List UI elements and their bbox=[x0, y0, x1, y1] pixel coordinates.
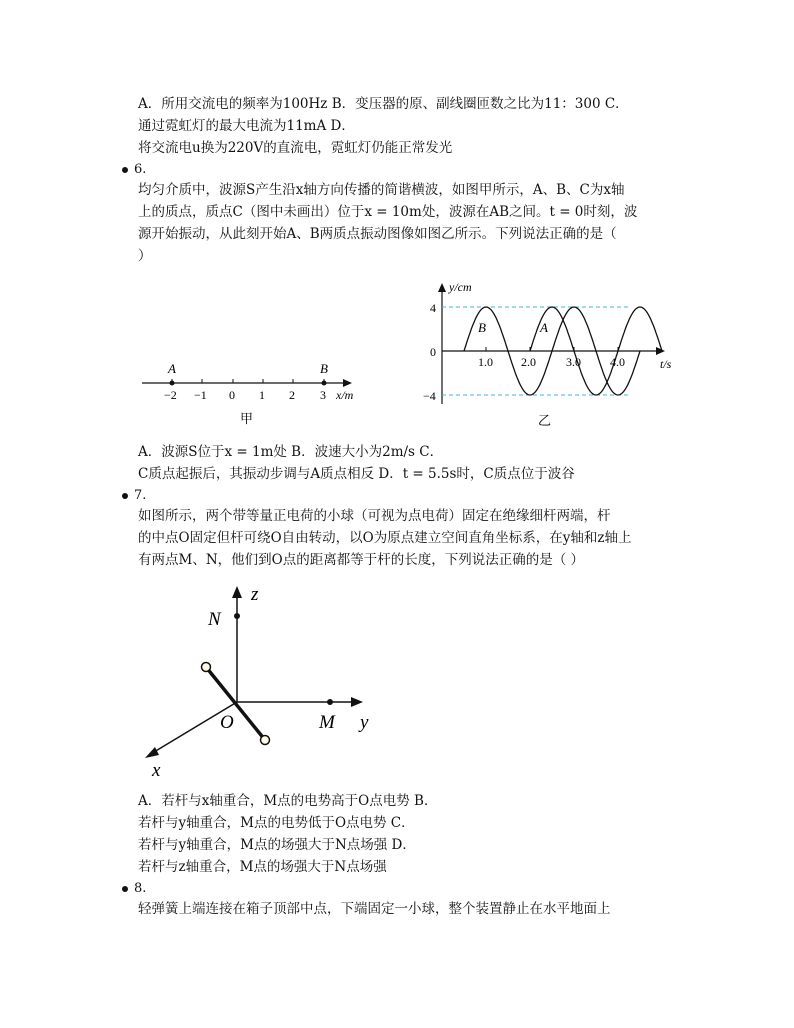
y-axis-label: y/cm bbox=[449, 280, 472, 294]
curve-a-label: A bbox=[540, 320, 548, 335]
point-m-label: M bbox=[319, 712, 335, 733]
q7-stem-line-3: 有两点M、N，他们到O点的距离都等于杆的长度，下列说法正确的是（ ） bbox=[138, 552, 584, 568]
point-n-label: N bbox=[208, 609, 221, 630]
z-axis-label: z bbox=[251, 584, 259, 605]
bullet-icon bbox=[122, 493, 128, 499]
q6-number bbox=[122, 160, 146, 180]
point-a bbox=[170, 381, 175, 386]
x-axis-arrow-icon bbox=[145, 747, 159, 758]
tick-label: 3 bbox=[320, 388, 326, 402]
q8-number-label: 8. bbox=[134, 881, 147, 896]
bullet-icon bbox=[122, 886, 128, 892]
q6-stem-line-2: 上的质点，质点C（图中未画出）位于x = 10m处，波源在AB之间。t = 0时刻，波 bbox=[138, 204, 638, 220]
t-tick-label: 4.0 bbox=[610, 355, 625, 369]
q6-option-line-2: C质点起振后，其振动步调与A质点相反 D．t = 5.5s时，C质点位于波谷 bbox=[138, 466, 575, 482]
q6-number-label: 6. bbox=[134, 162, 147, 177]
q8-stem-line-1: 轻弹簧上端连接在箱子顶部中点，下端固定一小球，整个装置静止在水平地面上 bbox=[138, 901, 611, 917]
point-b-label: B bbox=[320, 361, 328, 376]
q6-stem-line-1: 均匀介质中，波源S产生沿x轴方向传播的简谐横波，如图甲所示，A、B、C为x轴 bbox=[138, 182, 625, 198]
q6-figure-yi bbox=[420, 278, 690, 438]
y-axis-arrow-icon bbox=[438, 283, 446, 292]
q6-option-line-1: A．波源S位于x = 1m处 B．波速大小为2m/s C． bbox=[138, 444, 444, 460]
curve-b-label: B bbox=[478, 320, 486, 335]
tick-label: 0 bbox=[229, 388, 235, 402]
q7-stem-line-1: 如图所示，两个带等量正电荷的小球（可视为点电荷）固定在绝缘细杆两端，杆 bbox=[138, 508, 611, 524]
q7-option-line-4: 若杆与z轴重合，M点的场强大于N点场强 bbox=[138, 859, 387, 875]
x-axis-arrow-icon bbox=[343, 379, 352, 387]
figure-jia-caption: 甲 bbox=[240, 411, 254, 426]
z-axis-arrow-icon bbox=[232, 586, 242, 598]
t-axis-label: t/s bbox=[660, 357, 672, 371]
charged-ball-top bbox=[202, 663, 211, 672]
point-a-label: A bbox=[168, 361, 176, 376]
q7-number bbox=[122, 486, 146, 506]
t-tick-label: 1.0 bbox=[478, 355, 493, 369]
point-m bbox=[327, 699, 333, 705]
x-axis-label: x/m bbox=[336, 388, 354, 402]
y-axis-label: y bbox=[360, 712, 369, 733]
y-tick-label: −4 bbox=[423, 389, 436, 403]
q7-option-line-2: 若杆与y轴重合，M点的电势低于O点电势 C． bbox=[138, 815, 415, 831]
t-tick-label: 3.0 bbox=[566, 355, 581, 369]
bullet-icon bbox=[122, 167, 128, 173]
q7-option-line-1: A．若杆与x轴重合，M点的电势高于O点电势 B． bbox=[138, 793, 438, 809]
y-tick-label: 0 bbox=[430, 345, 436, 359]
tick-label: 2 bbox=[289, 388, 295, 402]
origin-o-label: O bbox=[220, 712, 234, 733]
q5-option-line-2: 通过霓虹灯的最大电流为11mA D． bbox=[138, 118, 355, 134]
y-axis-arrow-icon bbox=[351, 697, 363, 707]
tick-label: −2 bbox=[164, 388, 177, 402]
t-tick-label: 2.0 bbox=[521, 355, 536, 369]
insulating-rod bbox=[206, 667, 265, 740]
y-tick-label: 4 bbox=[430, 301, 436, 315]
point-n bbox=[234, 613, 240, 619]
q7-option-line-3: 若杆与y轴重合，M点的场强大于N点场强 D． bbox=[138, 837, 416, 853]
tick-label: −1 bbox=[194, 388, 207, 402]
q5-option-line-1: A．所用交流电的频率为100Hz B．变压器的原、副线圈匝数之比为11：300 C． bbox=[138, 96, 629, 112]
q5-option-line-3: 将交流电u换为220V的直流电，霓虹灯仍能正常发光 bbox=[138, 140, 453, 156]
q7-figure bbox=[130, 578, 390, 783]
tick-label: 1 bbox=[259, 388, 265, 402]
figure-yi-caption: 乙 bbox=[538, 413, 552, 428]
q6-stem-line-3: 源开始振动，从此刻开始A、B两质点振动图像如图乙所示。下列说法正确的是（ bbox=[138, 226, 617, 242]
q7-stem-line-2: 的中点O固定但杆可绕O自由转动，以O为原点建立空间直角坐标系，在y轴和z轴上 bbox=[138, 530, 632, 546]
point-b bbox=[322, 381, 327, 386]
q8-number bbox=[122, 879, 146, 899]
x-tick-marks bbox=[172, 379, 324, 383]
charged-ball-bottom bbox=[261, 736, 270, 745]
x-axis-label: x bbox=[152, 760, 161, 781]
q6-figure-jia bbox=[130, 350, 380, 430]
q7-number-label: 7. bbox=[134, 488, 147, 503]
q6-stem-line-4: ） bbox=[138, 248, 152, 264]
